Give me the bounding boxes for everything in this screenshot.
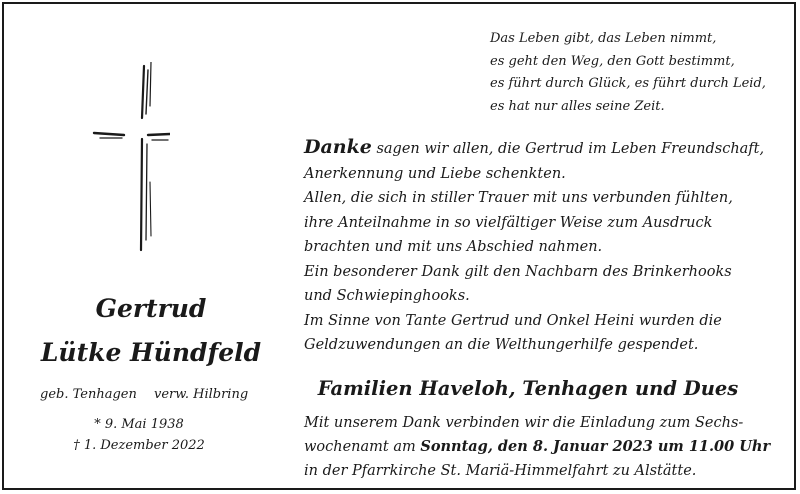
thanks-line: Geldzuwendungen an die Welthungerhilfe gespendet. (304, 337, 699, 353)
poem-line: es hat nur alles seine Zeit. (490, 98, 665, 114)
invitation-line (304, 435, 784, 459)
thanks-line: Ein besonderer Dank gilt den Nachbarn des Brinkerhooks (304, 263, 732, 280)
thanks-text (304, 135, 784, 358)
poem-line: es geht den Weg, den Gott bestimmt, (490, 53, 735, 69)
poem-line: Das Leben gibt, das Leben nimmt, (490, 31, 717, 46)
cross-icon (90, 62, 170, 252)
invitation-text (304, 411, 784, 483)
thanks-first-line-rest: sagen wir allen, die Gertrud im Leben Freundschaft, (371, 141, 765, 157)
invitation-prefix: wochenamt am (304, 439, 421, 455)
thanks-line: und Schwiepinghooks. (304, 288, 470, 304)
obituary-card (2, 2, 796, 490)
invitation-line: Mit unserem Dank verbinden wir die Einladung zum Sechs- (304, 415, 744, 431)
deceased-last-name: Lütke Hündfeld (40, 338, 262, 367)
death-date: † 1. Dezember 2022 (73, 438, 205, 453)
life-dates (64, 414, 214, 456)
deceased-first-name: Gertrud (95, 294, 207, 323)
thanks-first-line (304, 135, 784, 162)
thanks-line: Allen, die sich in stiller Trauer mit uns verbunden fühlten, (304, 190, 733, 206)
thanks-lead-word: Danke (304, 136, 372, 158)
thanks-line: brachten und mit uns Abschied nahmen. (304, 239, 603, 255)
invitation-line: in der Pfarrkirche St. Mariä-Himmelfahrt zu Alstätte. (304, 463, 697, 479)
thanks-line: Anerkennung und Liebe schenkten. (304, 165, 566, 182)
birth-name: geb. Tenhagen (40, 387, 137, 402)
thanks-line: ihre Anteilnahme in so vielfältiger Weise zum Ausdruck (304, 214, 713, 231)
families-signature: Familien Haveloh, Tenhagen und Dues (317, 377, 739, 400)
birth-date: * 9. Mai 1938 (94, 417, 184, 432)
service-date-time: Sonntag, den 8. Januar 2023 um 11.00 Uhr (420, 438, 771, 455)
poem-line: es führt durch Glück, es führt durch Leid, (490, 76, 766, 91)
poem (490, 28, 790, 118)
married-name: verw. Hilbring (154, 387, 249, 402)
thanks-line: Im Sinne von Tante Gertrud und Onkel Heini wurden die (304, 312, 722, 329)
